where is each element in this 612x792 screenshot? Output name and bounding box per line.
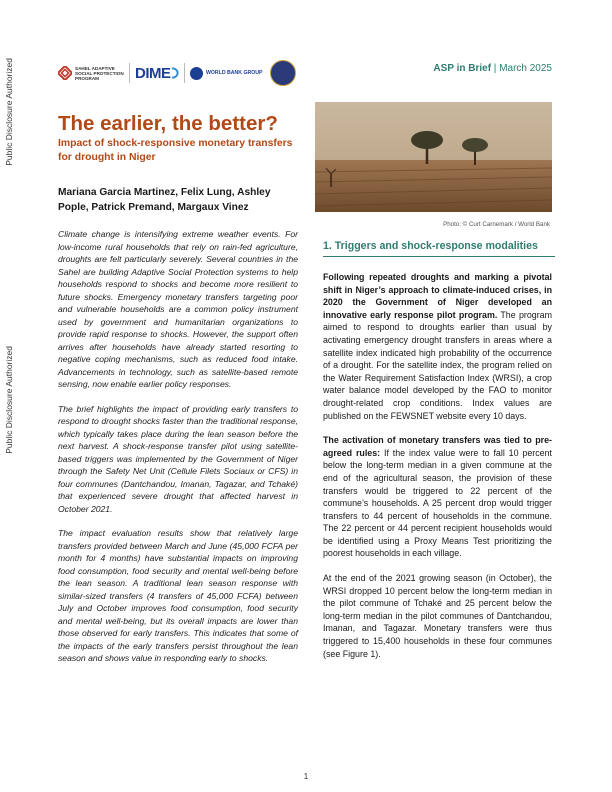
body-text: The program aimed to respond to droughts earlier than usual by activating emergency drought transfers in areas where a satellite index indicated high probability of the occurrence of a drought. For the satellite index, the program relied on the Water Requirement Satisfaction Index (WRSI), a crop water balance model developed by the FAO to monitor drought-related crop conditions. Index values are published on the FEWSNET website every 10 days. xyxy=(323,309,552,421)
body-paragraph xyxy=(323,271,552,422)
dime-arc-icon xyxy=(171,67,180,79)
niger-seal-icon xyxy=(270,60,296,86)
photo-credit: Photo: © Curt Carnemark / World Bank xyxy=(443,221,550,228)
section-body xyxy=(323,271,552,672)
brief-date: March 2025 xyxy=(499,63,552,74)
page-title: The earlier, the better? xyxy=(58,112,278,135)
public-disclosure-label-bottom: Public Disclosure Authorized xyxy=(4,346,14,454)
world-bank-logo xyxy=(190,67,266,80)
sasp-logo-text: SAHEL ADAPTIVE SOCIAL PROTECTION PROGRAM xyxy=(75,65,124,81)
section-heading: 1. Triggers and shock-response modalities xyxy=(323,240,555,257)
abstract-paragraph: The brief highlights the impact of providing early transfers to respond to drought shocks faster than the traditional response, which typically takes place during the lean season before the next harvest. A shock-response transfer pilot using satellite-based triggers was implemented by the Government of Niger through the Safety Net Unit (Cellule Filets Sociaux or CFS) in four communes (Dantchandou, Imanan, Tagazar, and Tchaké) that experienced severe drought that affected harvest in October 2021. xyxy=(58,403,298,514)
page-number: 1 xyxy=(303,772,309,781)
body-paragraph xyxy=(323,434,552,560)
abstract xyxy=(58,228,298,677)
body-paragraph: At the end of the 2021 growing season (in October), the WRSI dropped 10 percent below the long-term median in the pilot commune of Tchaké and 25 percent below the long-term median in the pilot communes of Dantchandou, Imanan, and Tagazar. Monetary transfers were thus triggered to 15,400 households in these four communes (see Figure 1). xyxy=(323,573,552,659)
sasp-knot-icon xyxy=(58,66,72,80)
dime-logo xyxy=(135,65,179,82)
body-emphasis: The activation of monetary transfers was tied to pre-agreed rules: xyxy=(323,435,552,458)
brief-brand: ASP in Brief xyxy=(433,63,492,74)
world-bank-logo-text: WORLD BANK GROUP xyxy=(206,70,263,76)
globe-icon xyxy=(190,67,203,80)
brief-separator: | xyxy=(491,63,500,74)
public-disclosure-label-top: Public Disclosure Authorized xyxy=(4,58,14,166)
landscape-photo xyxy=(315,102,552,212)
brief-series-tag xyxy=(433,63,552,74)
sasp-logo xyxy=(58,66,124,81)
body-emphasis: Following repeated droughts and marking a pivotal shift in Niger’s approach to climate-induced crises, in 2020 the Government of Niger developed an innovative early response pilot program. xyxy=(323,272,552,320)
partner-logos xyxy=(58,56,348,90)
abstract-paragraph: Climate change is intensifying extreme weather events. For low-income rural households that rely on rain-fed agriculture, droughts are felt particularly severely. Several countries in the Sahel are building Adaptive Social Protection systems to help households respond to shocks and become more resilient to future shocks. Emergency monetary transfers targeting poor and vulnerable households are a common policy instrument used by government and humanitarian organizations to provide rapid response to shocks. However, the support often arrives after households have already started resorting to negative coping mechanisms, such as reduced food intake. Advancements in technology, such as satellite-based remote sensing, now enable earlier policy responses. xyxy=(58,229,298,389)
abstract-paragraph: The impact evaluation results show that relatively large transfers provided between March and June (45,000 FCFA per month for 4 months) have substantial impacts on improving food consumption, food security and mental well-being before the lean season. A traditional lean season response with similar-sized transfers (4 transfers of 45,000 FCFA) between July and October improves food consumption, food security and mental well-being, but its overall impacts are lower than those observed for early transfers. This indicates that some of the impacts of the early transfers persist throughout the lean season and shows value in responding early to shocks. xyxy=(58,528,298,663)
page-subtitle: Impact of shock-responsive monetary transfers for drought in Niger xyxy=(58,138,293,163)
logo-divider xyxy=(129,63,130,83)
body-text: If the index value were to fall 10 percent below the long-term median in a given commune at the end of the agricultural season, the provision of these transfers would be triggered to 22 percent of the commune’s households. A 25 percent drop would trigger transfers to 44 percent of households in the commune. The 22 percent or 44 percent recipient households would be identified using a Proxy Means Test prioritizing the poorest households in each village. xyxy=(323,447,552,559)
logo-divider xyxy=(184,63,185,83)
landscape-photo-illustration xyxy=(315,102,552,212)
dime-logo-text: DIME xyxy=(135,64,171,82)
authors: Mariana Garcia Martinez, Felix Lung, Ashley Pople, Patrick Premand, Margaux Vinez xyxy=(58,187,271,213)
